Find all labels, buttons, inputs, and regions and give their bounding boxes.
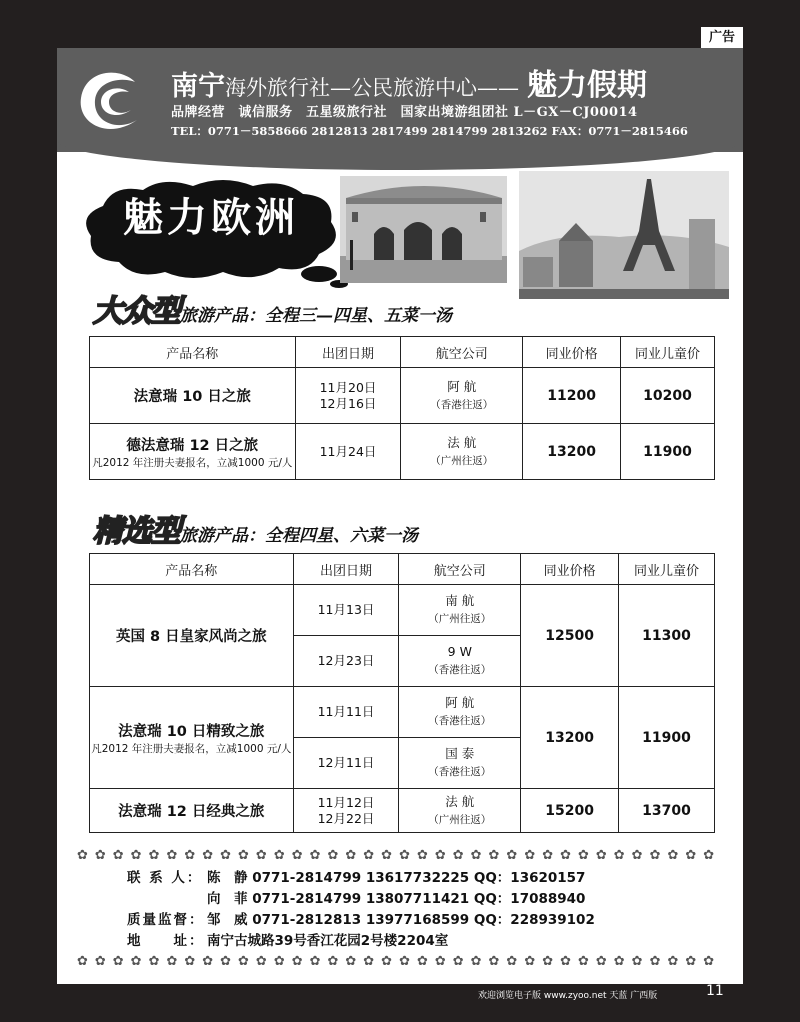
departure-date: 11月12日: [317, 794, 375, 810]
route: （香港往返）: [428, 715, 492, 727]
price: 11200: [523, 368, 621, 424]
table-premium-tours: [89, 553, 715, 833]
product-name: 德法意瑞 12 日之旅: [126, 437, 259, 454]
header-price: 同业价格: [521, 554, 619, 585]
header-product: 产品名称: [90, 337, 296, 368]
child-price: 10200: [621, 368, 715, 424]
product-name: 法意瑞 10 日之旅: [133, 389, 251, 405]
page-number: 11: [706, 983, 724, 999]
route: （广州往返）: [430, 454, 494, 467]
airline: 阿 航: [445, 695, 475, 710]
header-price: 同业价格: [523, 337, 621, 368]
product-name: 法意瑞 12 日经典之旅: [118, 804, 265, 820]
airline: 法 航: [445, 793, 475, 809]
contact-person: 陈 静 0771-2814799 13617732225 QQ：13620157: [207, 870, 586, 886]
departure-date: 12月22日: [317, 810, 375, 826]
flower-border-top: ✿✿✿✿✿✿✿✿✿✿✿✿✿✿✿✿✿✿✿✿✿✿✿✿✿✿✿✿✿✿✿✿✿✿✿✿: [77, 848, 722, 863]
header-date: 出团日期: [293, 554, 399, 585]
header-child-price: 同业儿童价: [619, 554, 715, 585]
header-product: 产品名称: [90, 554, 294, 585]
departure-date: 11月13日: [293, 585, 399, 636]
header-airline: 航空公司: [399, 554, 521, 585]
airline: 南 航: [445, 593, 475, 608]
arch-building-photo: [340, 176, 507, 283]
flower-border-bottom: ✿✿✿✿✿✿✿✿✿✿✿✿✿✿✿✿✿✿✿✿✿✿✿✿✿✿✿✿✿✿✿✿✿✿✿✿: [77, 954, 722, 969]
departure-date: 12月23日: [293, 636, 399, 687]
product-name: 法意瑞 10 日精致之旅: [118, 723, 265, 740]
ad-tag: 广告: [701, 27, 743, 48]
airline: 国 泰: [445, 746, 475, 761]
header-date: 出团日期: [295, 337, 401, 368]
contact-label: 联 系 人：: [127, 870, 203, 886]
section2-name: 精选型: [93, 514, 180, 549]
airline: 法 航: [447, 434, 477, 450]
child-price: 11900: [619, 687, 715, 789]
eiffel-tower-collage-photo: [519, 171, 729, 299]
address-label: 地 址：: [127, 933, 205, 949]
section2-title: [93, 506, 418, 550]
promo-note: 凡2012 年注册夫妻报名，立减1000 元/人: [92, 456, 293, 469]
price: 15200: [521, 789, 619, 833]
quality-label: 质量监督：: [127, 912, 205, 928]
route: （香港往返）: [428, 664, 492, 676]
header-curve: [57, 140, 743, 170]
departure-date: 12月16日: [319, 395, 377, 411]
contact-person: 向 菲 0771-2814799 13807711421 QQ：17088940: [207, 891, 586, 907]
child-price: 11300: [619, 585, 715, 687]
contact-info: [127, 868, 595, 952]
address: 南宁古城路39号香江花园2号楼2204室: [207, 933, 449, 949]
price: 13200: [523, 424, 621, 480]
header-airline: 航空公司: [401, 337, 523, 368]
child-price: 13700: [619, 789, 715, 833]
agency-name: 南宁: [171, 71, 225, 102]
promo-note: 凡2012 年注册夫妻报名，立减1000 元/人: [91, 742, 292, 755]
brand-name: 魅力假期: [527, 68, 647, 103]
section2-desc: 旅游产品：全程四星、六菜一汤: [180, 526, 418, 546]
departure-date: 12月11日: [293, 738, 399, 789]
table-row: [90, 368, 715, 424]
page-title: 魅力欧洲: [123, 194, 299, 241]
child-price: 11900: [621, 424, 715, 480]
section1-title: [93, 286, 452, 330]
route: （香港往返）: [428, 766, 492, 778]
quality-contact: 邹 威 0771-2812813 13977168599 QQ：228939102: [207, 912, 595, 928]
agency-subtitle: 海外旅行社—公民旅游中心——: [225, 76, 519, 100]
departure-date: 11月11日: [293, 687, 399, 738]
table-header-row: [90, 337, 715, 368]
header-child-price: 同业儿童价: [621, 337, 715, 368]
agency-logo-icon: [71, 62, 151, 142]
product-name: 英国 8 日皇家风尚之旅: [115, 629, 267, 645]
route: （广州往返）: [428, 613, 492, 625]
table-row: [90, 687, 715, 738]
agency-phone: TEL：0771－5858666 2812813 2817499 2814799 2813262 FAX：0771－2815466: [171, 124, 688, 138]
table-header-row: [90, 554, 715, 585]
table-standard-tours: [89, 336, 715, 480]
price: 13200: [521, 687, 619, 789]
table-row: [90, 585, 715, 636]
route: （香港往返）: [430, 398, 494, 411]
footer-text: 欢迎浏览电子版 www.zyoo.net 天蓝 广西版: [478, 991, 658, 1001]
section1-name: 大众型: [93, 294, 180, 329]
section1-desc: 旅游产品：全程三—四星、五菜一汤: [180, 306, 452, 326]
table-row: [90, 789, 715, 833]
price: 12500: [521, 585, 619, 687]
airline: 阿 航: [447, 378, 477, 394]
agency-slogan: 品牌经营 诚信服务 五星级旅行社 国家出境游组团社 L－GX－CJ00014: [171, 105, 638, 120]
route: （广州往返）: [428, 813, 492, 826]
departure-date: 11月24日: [319, 443, 377, 459]
airline: 9 W: [447, 644, 472, 659]
table-row: [90, 424, 715, 480]
agency-title: [171, 60, 647, 104]
departure-date: 11月20日: [319, 379, 377, 395]
advertisement-page: [57, 48, 743, 984]
